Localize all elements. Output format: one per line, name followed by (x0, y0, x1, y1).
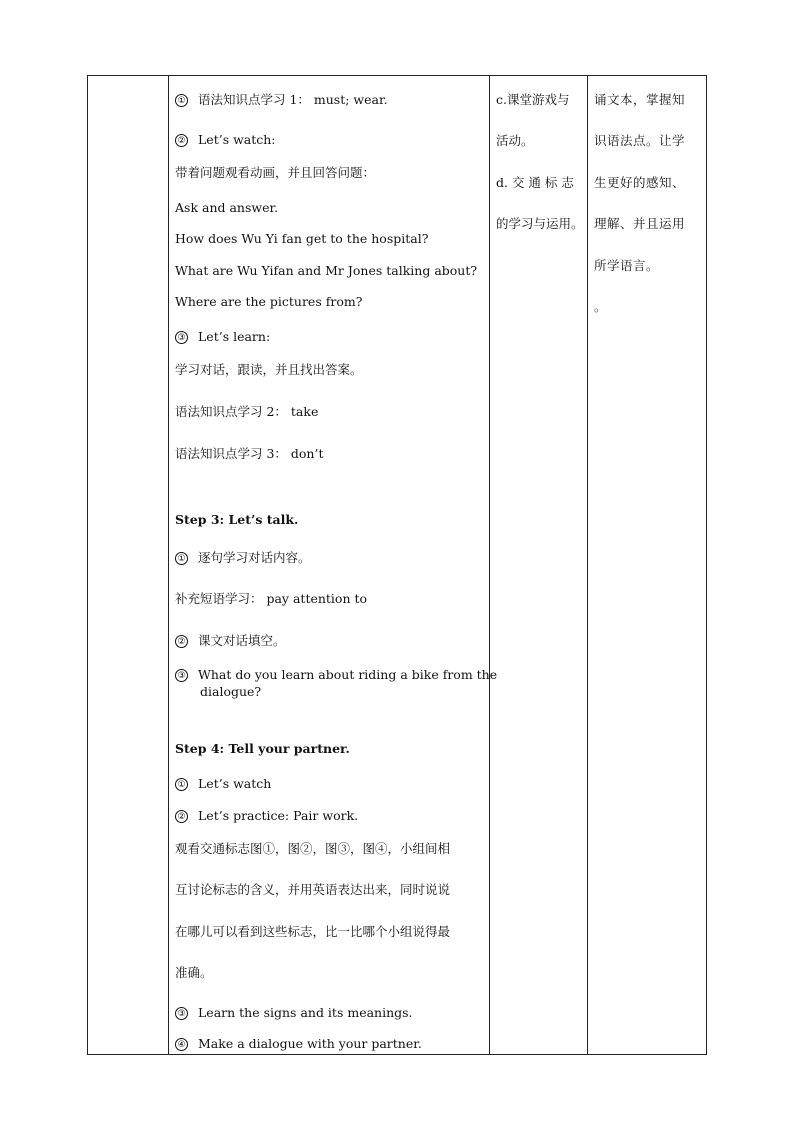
lesson-plan-table (87, 75, 707, 1055)
ask-and-answer: Ask and answer. (175, 200, 279, 215)
lets-watch: ② Let’s watch: (175, 132, 276, 147)
step-3-item-1: ① 逐句学习对话内容。 (175, 550, 311, 565)
step-4-item-4: ④ Make a dialogue with your partner. (175, 1036, 422, 1051)
step-3-item-3-cont: dialogue? (200, 684, 262, 699)
method-line-4: 的学习与运用。 (496, 216, 584, 231)
lets-learn: ③ Let’s learn: (175, 329, 270, 344)
method-line-1: c.课堂游戏与 (496, 92, 570, 107)
method-line-3: d. 交 通 标 志 (496, 175, 574, 190)
step-3-item-2: ② 课文对话填空。 (175, 633, 286, 648)
pair-work-paragraph-1: 观看交通标志图①，图②，图③，图④，小组间相 (175, 841, 451, 856)
step-4-item-2: ② Let’s practice: Pair work. (175, 808, 358, 823)
step-3-title: Step 3: Let’s talk. (175, 512, 299, 527)
purpose-line-6: 。 (594, 299, 608, 314)
purpose-line-2: 识语法点。让学 (594, 133, 686, 148)
purpose-line-4: 理解、并且运用 (594, 216, 686, 231)
grammar-point-1: ① 语法知识点学习 1： must; wear. (175, 92, 388, 107)
purpose-line-3: 生更好的感知、 (594, 175, 686, 190)
pair-work-paragraph-3: 在哪儿可以看到这些标志，比一比哪个小组说得最 (175, 924, 451, 939)
methods-column (490, 76, 587, 1054)
pair-work-paragraph-2: 互讨论标志的含义，并用英语表达出来，同时说说 (175, 882, 451, 897)
watch-description: 带着问题观看动画，并且回答问题： (175, 165, 376, 180)
step-4-item-3: ③ Learn the signs and its meanings. (175, 1005, 413, 1020)
purpose-column (588, 76, 706, 1054)
pair-work-paragraph-4: 准确。 (175, 965, 213, 980)
activities-column (169, 76, 498, 1054)
grammar-point-3: 语法知识点学习 3： don’t (175, 446, 324, 461)
question-1: How does Wu Yi fan get to the hospital? (175, 231, 429, 246)
step-3-phrase: 补充短语学习： pay attention to (175, 591, 368, 606)
learn-description: 学习对话，跟读，并且找出答案。 (175, 362, 363, 377)
step-3-item-3: ③ What do you learn about riding a bike from the (175, 667, 497, 682)
grammar-point-2: 语法知识点学习 2： take (175, 404, 319, 419)
question-3: Where are the pictures from? (175, 294, 363, 309)
step-4-title: Step 4: Tell your partner. (175, 741, 350, 756)
purpose-line-5: 所学语言。 (594, 258, 660, 273)
step-4-item-1: ① Let’s watch (175, 776, 271, 791)
question-2: What are Wu Yifan and Mr Jones talking about? (175, 263, 478, 278)
method-line-2: 活动。 (496, 133, 534, 148)
purpose-line-1: 诵文本，掌握知 (594, 92, 686, 107)
